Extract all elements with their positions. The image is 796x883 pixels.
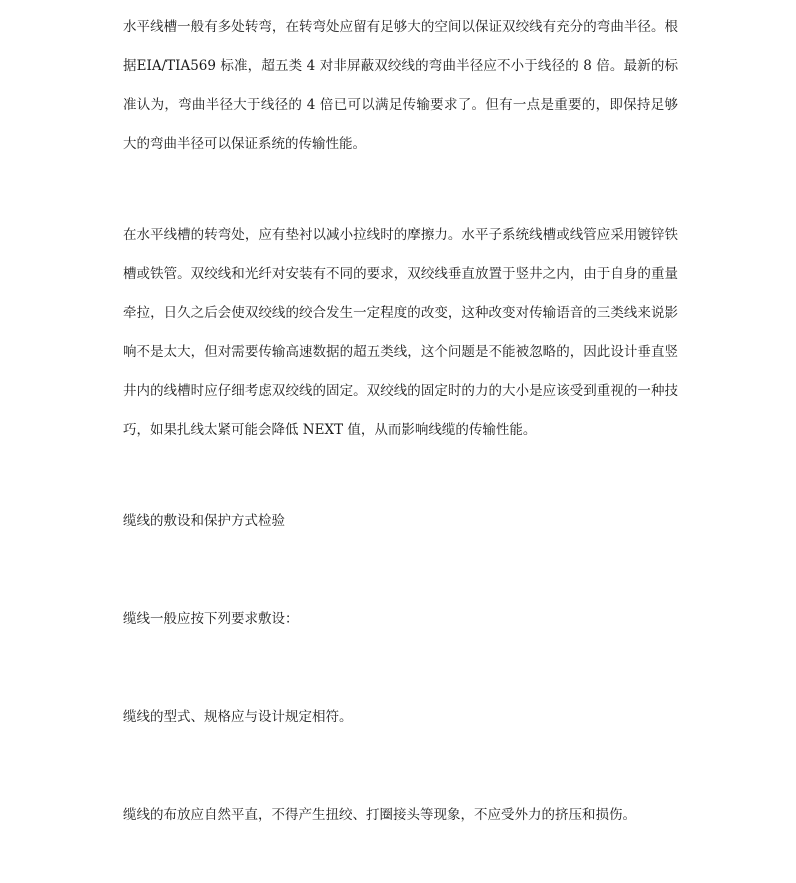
document-body [123,8,678,835]
paragraph-cable-placement: 缆线的布放应自然平直，不得产生扭绞、打圈接头等现象，不应受外力的挤压和损伤。 [123,807,636,823]
paragraph-cable-type: 缆线的型式、规格应与设计规定相符。 [123,709,353,725]
paragraph-cable-tray: 在水平线槽的转弯处，应有垫衬以减小拉线时的摩擦力。水平子系统线槽或线管应采用镀锌铁槽或铁管。双绞线和光纤对安装有不同的要求，双绞线垂直放置于竖井之内，由于自身的重量牵拉，日久之后会使双绞线的绞合发生一定程度的改变，这种改变对传输语音的三类线来说影响不是太大，但对需要传输高速数据的超五类线，这个问题是不能被忽略的，因此设计垂直竖井内的线槽时应仔细考虑双绞线的固定。双绞线的固定时的力的大小是应该受到重视的一种技巧，如果扎线太紧可能会降低 NEXT 值，从而影响线缆的传输性能。 [123,227,678,438]
paragraph-laying-requirements: 缆线一般应按下列要求敷设： [123,611,299,627]
section-heading-laying-inspection: 缆线的敷设和保护方式检验 [123,513,285,529]
paragraph-bend-radius: 水平线槽一般有多处转弯，在转弯处应留有足够大的空间以保证双绞线有充分的弯曲半径。根据EIA/TIA569 标准，超五类 4 对非屏蔽双绞线的弯曲半径应不小于线径的 8 倍。最新的标准认为，弯曲半径大于线径的 4 倍已可以满足传输要求了。但有一点是重要的，即保持足够大的弯曲半径可以保证系统的传输性能。 [123,19,678,152]
